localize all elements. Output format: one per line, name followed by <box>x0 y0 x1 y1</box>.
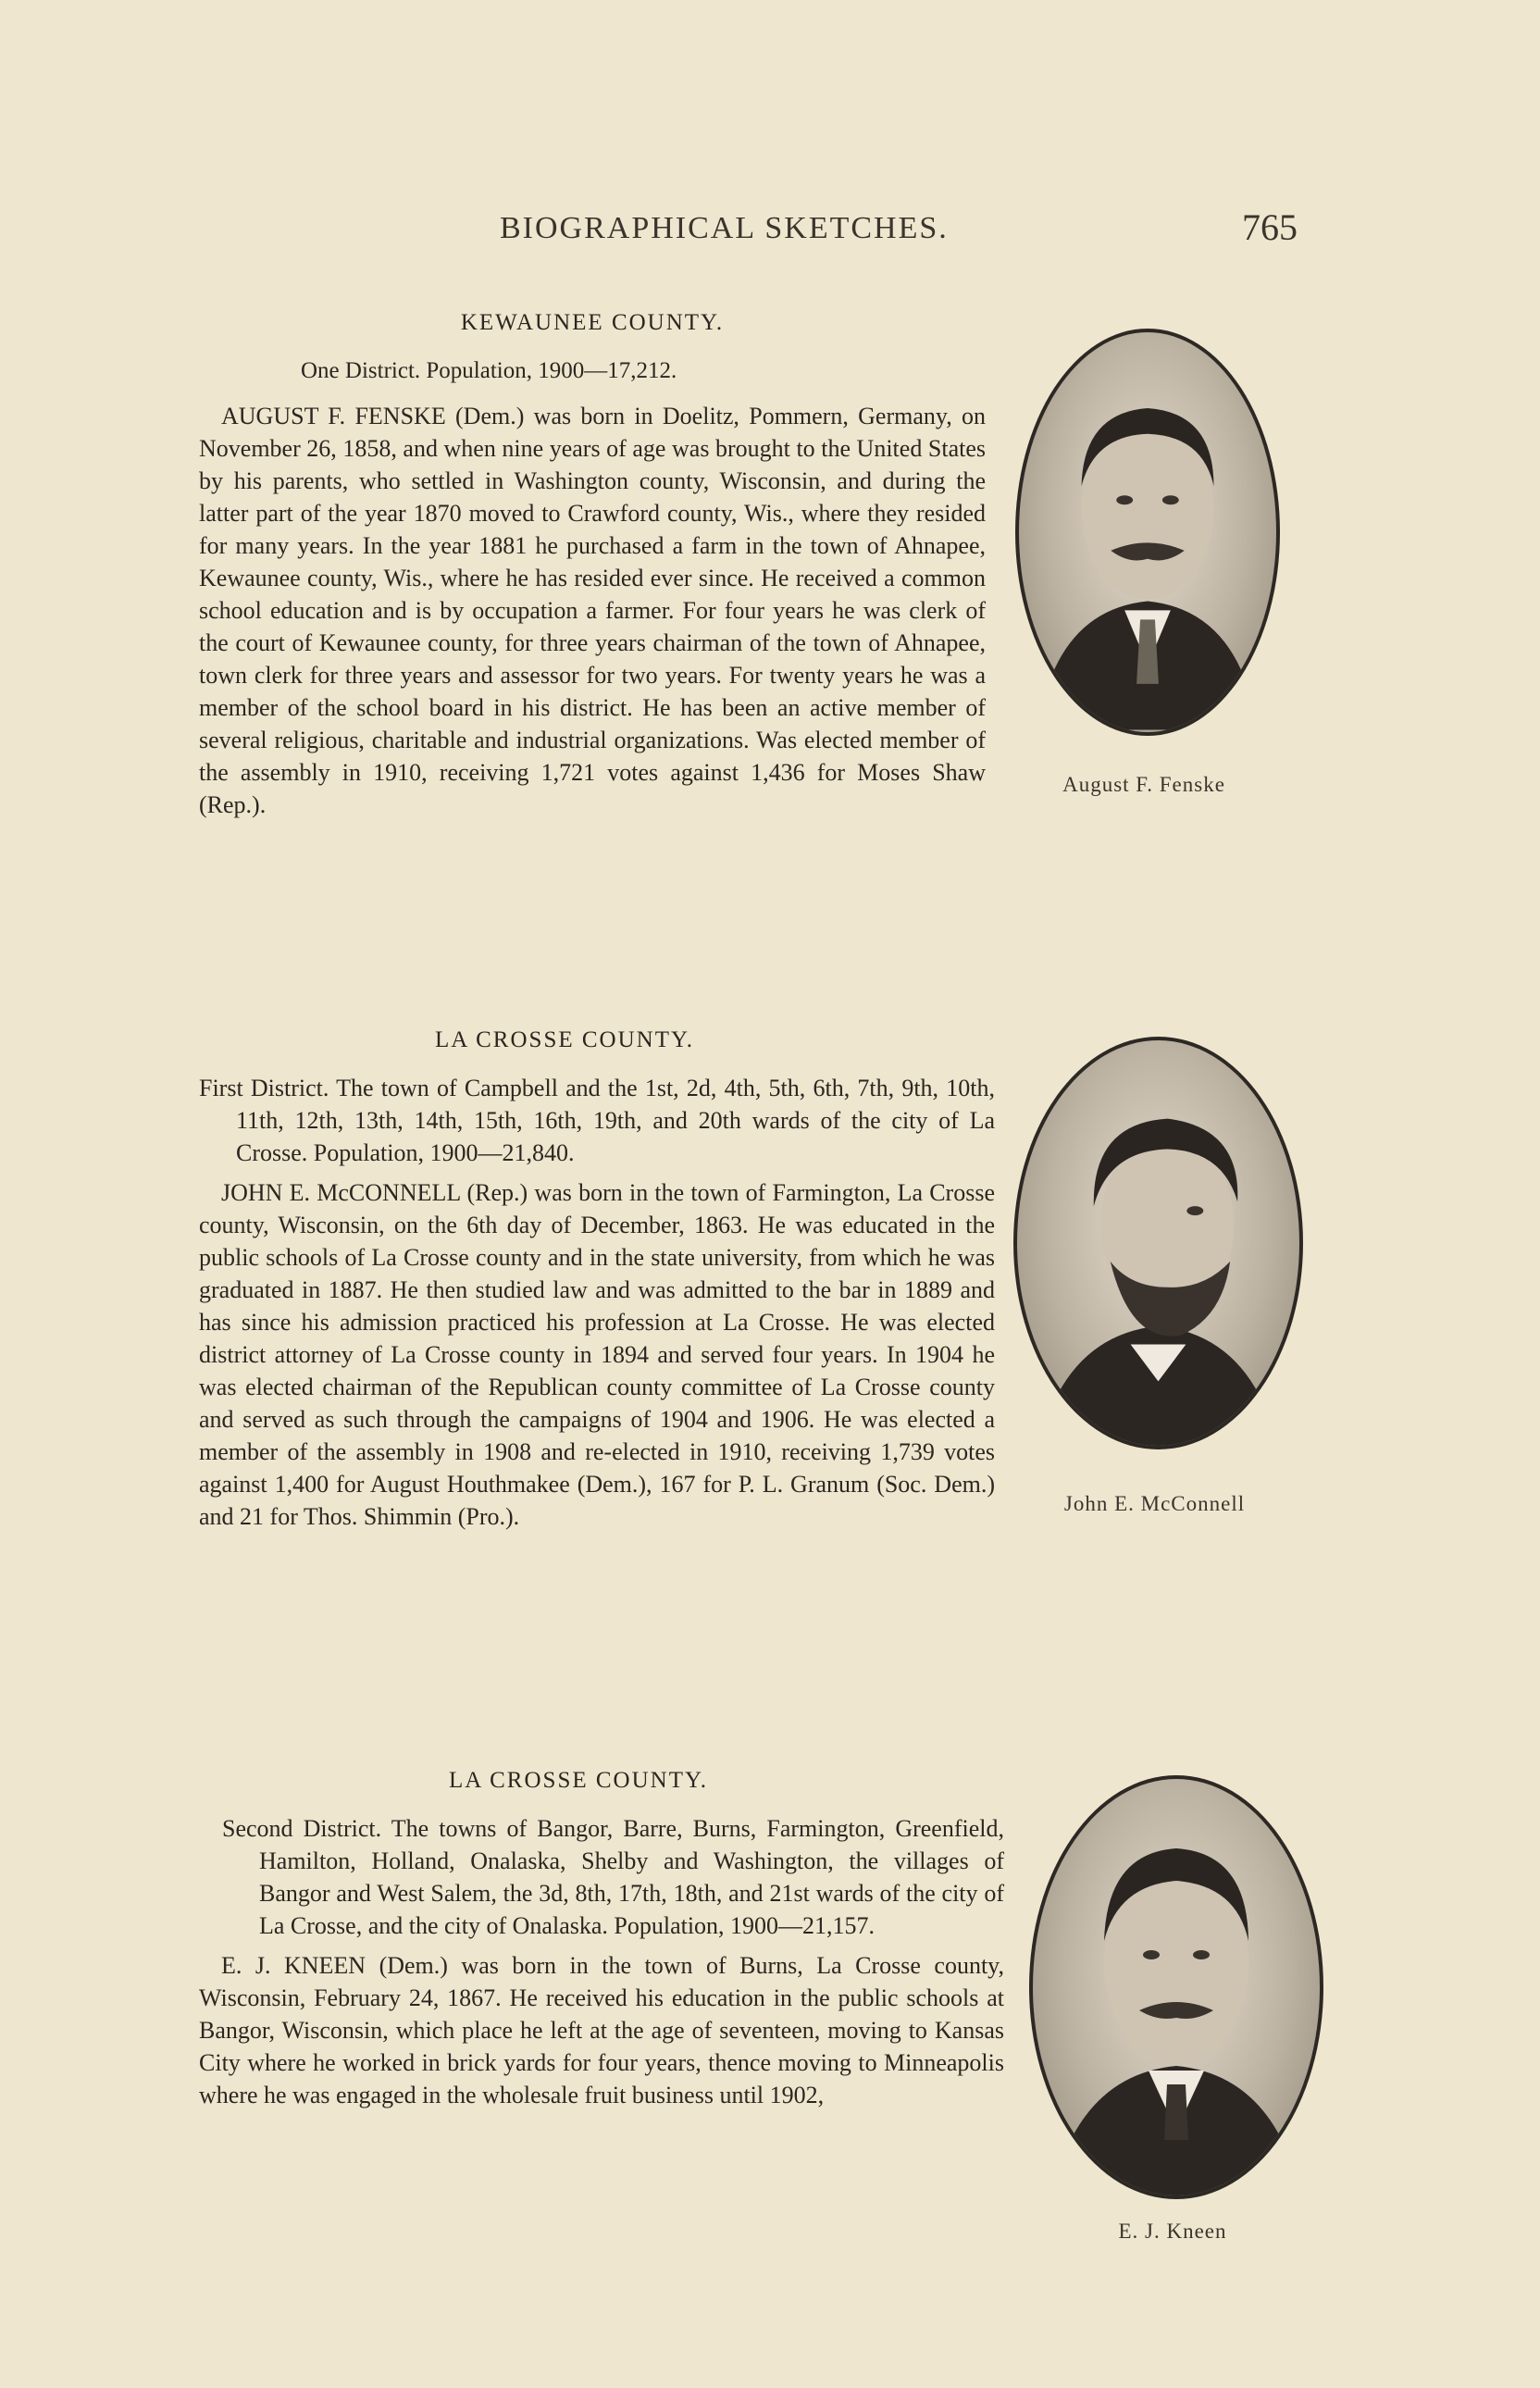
caption-kneen: E. J. Kneen <box>1118 2220 1227 2243</box>
caption-mcconnell: John E. McConnell <box>1063 1492 1246 1515</box>
portrait-mcconnell-image <box>1017 1040 1299 1446</box>
page-number: 765 <box>1242 206 1298 248</box>
portrait-fenske <box>1015 329 1280 736</box>
district-info-kewaunee: One District. Population, 1900—17,212. <box>301 358 677 383</box>
district-info-la-crosse-2: Second District. The towns of Bangor, Barre, Burns, Farmington, Greenfield, Hamilton, Holland, Onalaska, Shelby and Washington, the villages of Bangor and West Salem, the 3d, 8th, 17th, 18th, and 21st wards of the city of La Crosse, and the city of Onalaska. Population, 1900—21,157. <box>222 1815 1004 1939</box>
bio-fenske: AUGUST F. FENSKE (Dem.) was born in Doelitz, Pommern, Germany, on November 26, 1858, and when nine years of age was brought to the United States by his parents, who settled in Washington county, Wisconsin, and during the latter part of the year 1870 moved to Crawford county, Wis., where they resided for many years. In the year 1881 he purchased a farm in the town of Ahnapee, Kewaunee county, Wis., where he has resided ever since. He received a common school education and is by occupation a farmer. For four years he was clerk of the court of Kewaunee county, for three years chairman of the town of Ahnapee, town clerk for three years and assessor for two years. For twenty years he was a member of the school board in his district. He has been an active member of several religious, charitable and industrial organizations. Was elected member of the assembly in 1910, receiving 1,721 votes against 1,436 for Moses Shaw (Rep.). <box>199 403 986 818</box>
portrait-kneen <box>1029 1775 1323 2199</box>
portrait-mcconnell <box>1013 1037 1303 1449</box>
la-crosse-second-section <box>199 1768 1004 2111</box>
portrait-fenske-image <box>1019 332 1276 732</box>
kewaunee-section <box>199 310 986 821</box>
la-crosse-first-section <box>199 1027 995 1533</box>
bio-mcconnell: JOHN E. McCONNELL (Rep.) was born in the town of Farmington, La Crosse county, Wisconsin, on the 6th day of December, 1863. He was educated in the public schools of La Crosse county and in the state university, from which he was graduated in 1887. He then studied law and was admitted to the bar in 1889 and has since his admission practiced his profession at La Crosse. He was elected district attorney of La Crosse county in 1894 and served four years. In 1904 he was elected chairman of the Republican county committee of La Crosse county and served as such through the campaigns of 1904 and 1906. He was elected a member of the assembly in 1908 and re-elected in 1910, receiving 1,739 votes against 1,400 for August Houthmakee (Dem.), 167 for P. L. Granum (Soc. Dem.) and 21 for Thos. Shimmin (Pro.). <box>199 1179 995 1530</box>
section-heading-kewaunee: KEWAUNEE COUNTY. <box>460 310 725 335</box>
caption-fenske: August F. Fenske <box>1062 773 1225 796</box>
section-heading-la-crosse-2: LA CROSSE COUNTY. <box>448 1768 709 1793</box>
section-heading-la-crosse-1: LA CROSSE COUNTY. <box>434 1027 695 1052</box>
running-title: BIOGRAPHICAL SKETCHES. <box>500 211 949 245</box>
portrait-kneen-image <box>1033 1779 1320 2195</box>
district-info-la-crosse-1: First District. The town of Campbell and the 1st, 2d, 4th, 5th, 6th, 7th, 9th, 10th, 11th, 12th, 13th, 14th, 15th, 16th, 19th, and 20th wards of the city of La Crosse. Population, 1900—21,840. <box>199 1075 995 1166</box>
bio-kneen: E. J. KNEEN (Dem.) was born in the town of Burns, La Crosse county, Wisconsin, February 24, 1867. He received his education in the public schools at Bangor, Wisconsin, which place he left at the age of seventeen, moving to Kansas City where he worked in brick yards for four years, thence moving to Minneapolis where he was engaged in the wholesale fruit business until 1902, <box>199 1952 1004 2108</box>
